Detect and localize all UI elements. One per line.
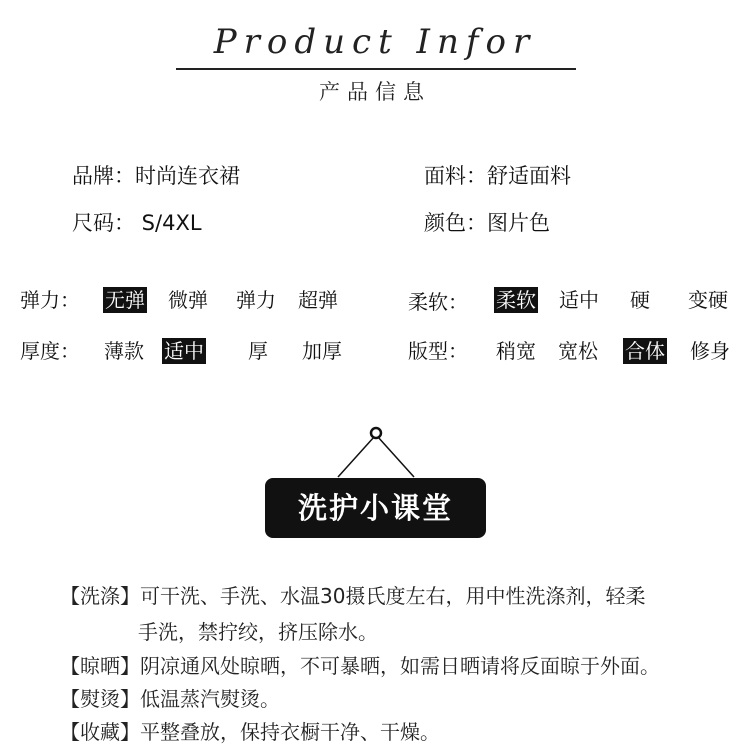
care-line-drying: 【晾晒】阴凉通风处晾晒，不可暴晒，如需日晒请将反面晾于外面。 (60, 654, 660, 678)
care-line-ironing: 【熨烫】低温蒸汽熨烫。 (60, 687, 280, 711)
thickness-option-thick: 厚 (248, 339, 268, 363)
product-info-title: 产品信息 (319, 80, 431, 104)
elasticity-option-super: 超弹 (298, 288, 338, 312)
elasticity-option-slight: 微弹 (168, 288, 208, 312)
care-line-storage: 【收藏】平整叠放，保持衣橱干净、干燥。 (60, 720, 440, 744)
thickness-option-thin: 薄款 (104, 339, 144, 363)
fabric-info: 面料：舒适面料 (424, 164, 571, 188)
product-infor-script-title: Product Infor (213, 22, 537, 62)
brand-info: 品牌：时尚连衣裙 (72, 164, 240, 188)
care-line-washing: 【洗涤】可干洗、手洗、水温30摄氏度左右，用中性洗涤剂，轻柔 (60, 584, 646, 608)
softness-option-hard: 硬 (630, 288, 650, 312)
fit-option-slightly-loose: 稍宽 (496, 339, 536, 363)
care-class-badge: 洗护小课堂 (265, 478, 486, 538)
fit-option-loose: 宽松 (558, 339, 598, 363)
care-line-washing-cont: 手洗，禁拧绞，挤压除水。 (138, 620, 378, 644)
hanging-sign-icon (330, 420, 420, 482)
thickness-option-medium: 适中 (164, 339, 204, 363)
size-info: 尺码： S/4XL (72, 211, 202, 235)
softness-option-harder: 变硬 (688, 288, 728, 312)
elasticity-option-none: 无弹 (105, 288, 145, 312)
fit-label: 版型： (408, 339, 468, 363)
elasticity-label: 弹力： (20, 288, 80, 312)
softness-label: 柔软： (408, 290, 468, 314)
fit-option-fitted: 合体 (625, 339, 665, 363)
thickness-option-extra-thick: 加厚 (302, 339, 342, 363)
thickness-label: 厚度： (20, 339, 80, 363)
color-info: 颜色：图片色 (424, 211, 550, 235)
title-divider (176, 68, 576, 70)
softness-option-soft: 柔软 (496, 288, 536, 312)
elasticity-option-elastic: 弹力 (236, 288, 276, 312)
fit-option-slim: 修身 (690, 339, 730, 363)
softness-option-medium: 适中 (559, 288, 599, 312)
